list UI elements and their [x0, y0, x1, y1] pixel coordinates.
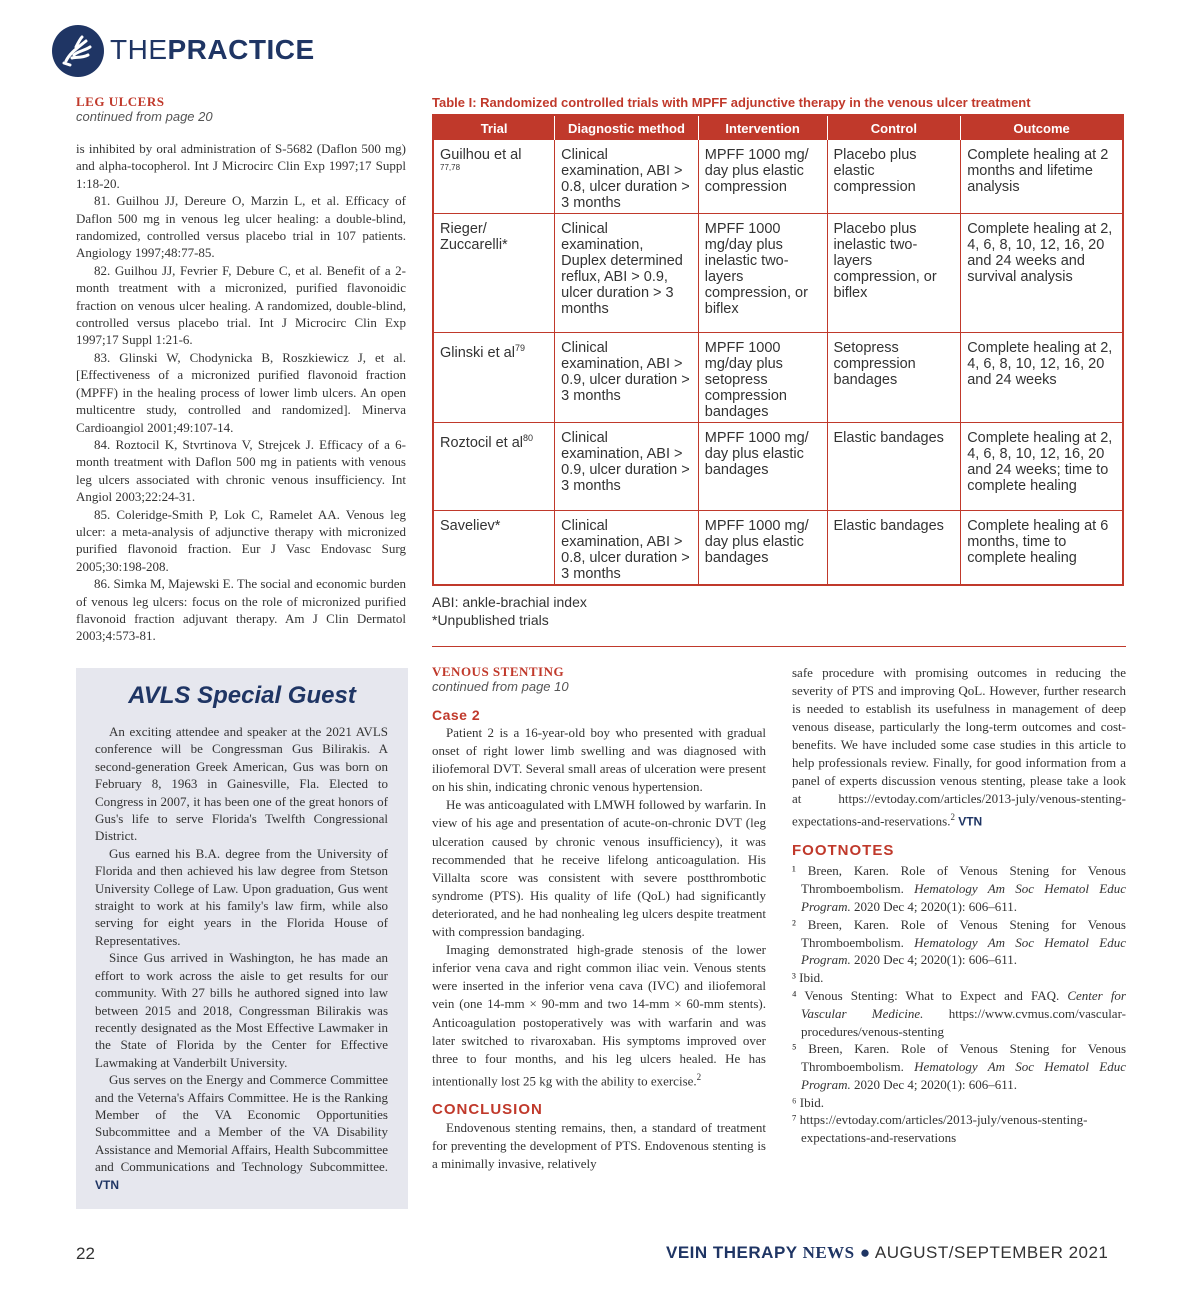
footnote-number: ⁴ — [792, 987, 797, 1003]
trial-citation: 80 — [523, 433, 534, 443]
conclusion-heading: CONCLUSION — [432, 1101, 543, 1119]
cell-control: Placebo plus inelastic two-layers compression, or biflex — [827, 214, 961, 333]
cell-outcome: Complete healing at 2, 4, 6, 8, 10, 12, 16, 20 and 24 weeks — [961, 333, 1123, 423]
cell-outcome: Complete healing at 2, 4, 6, 8, 10, 12, 16, 20 and 24 weeks; time to complete healing — [961, 423, 1123, 511]
venous-stenting-column — [432, 664, 766, 1173]
table-note-abi: ABI: ankle-brachial index — [432, 594, 587, 610]
table-header-row — [433, 115, 1123, 140]
header-diagnostic: Diagnostic method — [555, 115, 699, 140]
footnote-text: Ibid. — [799, 1094, 824, 1110]
vtn-end-mark: VTN — [95, 1177, 119, 1192]
citation-sup: 2 — [950, 812, 955, 822]
footnote-item — [792, 987, 1126, 1040]
footnote-text: 2020 Dec 4; 2020(1): 606–611. — [850, 898, 1018, 914]
table-row — [433, 333, 1123, 423]
footnote-text: https://www.cvmus.com/vascular-procedures/venous-stenting — [801, 1005, 1126, 1039]
leaf-hand-icon — [52, 25, 104, 77]
footer-vein-therapy: VEIN THERAPY — [666, 1243, 803, 1262]
venous-stenting-label: VENOUS STENTING — [432, 664, 565, 679]
leg-ulcers-label: LEG ULCERS — [76, 94, 165, 109]
reference-item: 86. Simka M, Majewski E. The social and economic burden of venous leg ulcers: focus on the role of micronized purified flavonoid fraction adjuvant therapy. Am J Clin Dermatol 2003;4:573-81. — [76, 576, 406, 644]
cell-diagnostic: Clinical examination, Duplex determined reflux, ABI > 0.9, ulcer duration > 3 months — [555, 214, 699, 333]
footnote-journal: Hematology Am Soc Hematol Educ Program. — [801, 1059, 1126, 1092]
cell-control: Setopress compression bandages — [827, 333, 961, 423]
footnote-text: Breen, Karen. Role of Venous Stening for Venous Thromboembolism. — [801, 1041, 1126, 1075]
brand-practice: PRACTICE — [167, 34, 315, 65]
reference-item: 82. Guilhou JJ, Fevrier F, Debure C, et al. Benefit of a 2-month treatment with a micronized, purified flavonoidic fraction on venous ulcer healing. A randomized, double-blind, controlled versus placebo trial. Int J Microcirc Clin Exp 1997;17 Suppl 1:21-6. — [76, 262, 406, 348]
footnote-item — [792, 916, 1126, 969]
brand-the: THE — [110, 34, 168, 65]
logo-badge — [52, 25, 104, 77]
section-divider — [432, 646, 1126, 647]
footnote-journal: Center for Vascular Medicine. — [801, 987, 1126, 1021]
cell-intervention: MPFF 1000 mg/ day plus elastic compression — [698, 140, 827, 214]
table-title: Table I: Randomized controlled trials with MPFF adjunctive therapy in the venous ulcer treatment — [432, 95, 1031, 110]
footnote-text: Ibid. — [799, 970, 824, 986]
guest-paragraph: An exciting attendee and speaker at the 2021 AVLS conference will be Congressman Gus Bilirakis. A second-generation Greek American, Gus was born on February 8, 1963 in Gainesville, Fla. Elected to Congress in 2007, it has been one of the great honors of Gus's life to serve Florida's Twelfth Congressional District. — [95, 724, 388, 844]
guest-paragraph: Gus earned his B.A. degree from the University of Florida and then achieved his law degree from Stetson University College of Law. Upon graduation, Gus went straight to work at his family's law firm, while also serving for eight years in the Florida House of Representatives. — [95, 845, 388, 948]
cell-trial — [433, 140, 555, 214]
references-list — [76, 140, 406, 645]
footnote-number: ⁵ — [792, 1041, 797, 1057]
cell-trial — [433, 423, 555, 511]
body-paragraph — [792, 664, 1126, 830]
body-paragraph: Patient 2 is a 16-year-old boy who presented with gradual onset of right lower limb swelling and was diagnosed with iliofemoral DVT. Several small areas of ulceration were present on his shin, indicating chronic venous hypertension. — [432, 725, 766, 795]
footnotes-heading: FOOTNOTES — [792, 842, 895, 860]
footnote-text: 2020 Dec 4; 2020(1): 606–611. — [850, 1076, 1018, 1092]
cell-intervention: MPFF 1000 mg/day plus inelastic two-layers compression, or biflex — [698, 214, 827, 333]
footer-date: AUGUST/SEPTEMBER 2021 — [874, 1243, 1109, 1262]
body-paragraph — [432, 941, 766, 1090]
cell-control: Elastic bandages — [827, 423, 961, 511]
cell-diagnostic: Clinical examination, ABI > 0.9, ulcer duration > 3 months — [555, 423, 699, 511]
reference-item: 84. Roztocil K, Stvrtinova V, Strejcek J. Efficacy of a 6-month treatment with Daflon 500 mg in patients with venous leg ulcers associated with chronic venous insufficiency. Int Angiol 2003;22:24-31. — [76, 436, 406, 505]
cell-diagnostic: Clinical examination, ABI > 0.9, ulcer duration > 3 months — [555, 333, 699, 423]
footnote-number: ³ — [792, 970, 796, 986]
trial-name: Roztocil et al — [440, 434, 524, 451]
cell-intervention: MPFF 1000 mg/ day plus elastic bandages — [698, 511, 827, 586]
body-paragraph: He was anticoagulated with LMWH followed by warfarin. In view of his age and presentation of acute-on-chronic DVT (leg ulceration caused by chronic venous insufficiency), it was recommended that he receive lifelong anticoagulation. His Villalta score was consistent with severe postthrombotic syndrome (PTS). His quality of life (QoL) had significantly deteriorated, and he had nonhealing leg ulcers despite treatment with compression bandaging. — [432, 797, 766, 940]
footnote-number: ² — [792, 916, 796, 932]
header-control: Control — [827, 115, 961, 140]
cell-outcome: Complete healing at 6 months, time to complete healing — [967, 518, 1109, 566]
cell-diagnostic: Clinical examination, ABI > 0.8, ulcer duration > 3 months — [555, 140, 699, 214]
venous-stenting-continued: continued from page 10 — [432, 679, 569, 694]
footnote-item — [792, 862, 1126, 915]
reference-item: 81. Guilhou JJ, Dereure O, Marzin L, et al. Efficacy of Daflon 500 mg in venous leg ulcer healing: a double-blind, randomized, controlled versus placebo trial in 107 patients. Angiology 1997;48:77-85. — [76, 193, 406, 261]
header-trial: Trial — [433, 115, 555, 140]
cell-outcome: Complete healing at 2 months and lifetime analysis — [961, 140, 1123, 214]
reference-item: 83. Glinski W, Chodynicka B, Roszkiewicz J, et al. [Effectiveness of a micronized purified flavonoid fraction (MPFF) in the healing process of lower limb ulcers. An open multicentre study, controlled and randomized]. Minerva Cardioangiol 2001;49:107-14. — [76, 349, 406, 435]
footnote-number: ¹ — [792, 863, 796, 879]
guest-paragraph — [95, 1071, 388, 1194]
section-brand — [110, 34, 315, 66]
footnote-journal: Hematology Am Soc Hematol Educ Program. — [801, 934, 1126, 968]
trials-table — [432, 114, 1124, 586]
header-intervention: Intervention — [698, 115, 827, 140]
case-2-heading: Case 2 — [432, 707, 481, 723]
trial-name: Glinski et al — [440, 344, 515, 361]
guest-body — [95, 723, 388, 1194]
footer-news: NEWS — [802, 1243, 855, 1262]
footer-bullet: ● — [854, 1243, 875, 1262]
reference-item: 85. Coleridge-Smith P, Lok C, Ramelet AA. Venous leg ulcer: a meta-analysis of adjunctive therapy with micronized purified flavonoid fraction. Eur J Vasc Endovasc Surg 2005;30:198-208. — [76, 506, 406, 574]
body-paragraph-text: Imaging demonstrated high-grade stenosis of the lower inferior vena cava and right common iliac vein. Venous stents were inserted in the inferior vena cava (IVC) and iliofemoral vein (one 14-mm × 90-mm and two 14-mm × 60-mm stents). Anticoagulation postoperatively was with warfarin and was later switched to rivaroxaban. His symptoms improved over three to four months, and his leg ulcers healed. He has intentionally lost 25 kg with the ability to exercise. — [432, 942, 766, 1089]
footnote-text: Breen, Karen. Role of Venous Stening for Venous Thromboembolism. — [801, 863, 1126, 897]
special-guest-box — [76, 668, 408, 1209]
body-paragraph-text: safe procedure with promising outcomes in reducing the severity of PTS and improving QoL. However, further research is needed to establish its usefulness in management of deep venous disease, particularly the long-term outcomes and cost-benefits. We have included some case studies in this article to help professionals review. Finally, for good information from a panel of experts discussion venous stenting, please take a look at https://evtoday.com/articles/2013-july/venous-stenting-expectations-and-reservations. — [792, 665, 1126, 829]
cell-intervention: MPFF 1000 mg/ day plus elastic bandages — [698, 423, 827, 511]
footnote-text: 2020 Dec 4; 2020(1): 606–611. — [850, 952, 1018, 968]
footnote-journal: Hematology Am Soc Hematol Educ Program. — [801, 881, 1126, 914]
footnote-item — [792, 969, 1126, 987]
reference-item: is inhibited by oral administration of S-5682 (Daflon 500 mg) and alpha-tocopherol. Int J Microcirc Clin Exp 1997;17 Suppl 1:18-20. — [76, 141, 406, 191]
footnote-link: https://evtoday.com/articles/2013-july/venous-stenting-expectations-and-reservations — [799, 1112, 1088, 1146]
footnote-item — [792, 1111, 1126, 1147]
cell-outcome: Complete healing at 2, 4, 6, 8, 10, 12, 16, 20 and 24 weeks and survival analysis — [961, 214, 1123, 333]
footnote-item — [792, 1040, 1126, 1093]
guest-paragraph: Since Gus arrived in Washington, he has made an effort to work across the aisle to get results for our community. With 27 bills he authored signed into law between 2015 and 2018, Congressman Bilirakis was recently designated as the Most Effective Lawmaker in the State of Florida by the Center for Effective Lawmaking at Vanderbilt University. — [95, 950, 388, 1070]
footnote-number: ⁷ — [792, 1112, 797, 1128]
leg-ulcers-continued: continued from page 20 — [76, 109, 213, 124]
trial-citation: 77,78 — [440, 163, 461, 172]
cell-control: Placebo plus elastic compression — [827, 140, 961, 214]
footnote-item — [792, 1094, 1126, 1112]
cell-trial — [433, 333, 555, 423]
table-row — [433, 140, 1123, 214]
footnote-text: Breen, Karen. Role of Venous Stening for Venous Thromboembolism. — [801, 916, 1126, 950]
trial-citation: 79 — [514, 343, 525, 353]
citation-sup: 2 — [696, 1071, 702, 1082]
cell-trial: Saveliev* — [433, 511, 555, 586]
publication-footer — [666, 1243, 1108, 1263]
table-notes — [432, 593, 587, 629]
footnote-number: ⁶ — [792, 1094, 797, 1110]
right-column — [792, 664, 1126, 1147]
trial-name: Guilhou et al — [440, 147, 522, 163]
page-number: 22 — [76, 1244, 95, 1263]
table-row — [433, 511, 1123, 586]
header-outcome: Outcome — [961, 115, 1123, 140]
table-note-unpublished: *Unpublished trials — [432, 612, 549, 628]
table-row — [433, 214, 1123, 333]
vtn-end-mark: VTN — [958, 814, 983, 829]
cell-control: Elastic bandages — [827, 511, 961, 586]
guest-paragraph-text: Gus serves on the Energy and Commerce Committee and the Veterna's Affairs Committee. He is the Ranking Member of the VA Economic Opportunities Subcommittee and a Member of the VA Disability Assistance and Memorial Affairs, Health Subcommittee and Communications and Technology Subcommittee. — [95, 1072, 388, 1175]
body-paragraph: Endovenous stenting remains, then, a standard of treatment for preventing the development of PTS. Endovenous stenting is a minimally invasive, relatively — [432, 1120, 766, 1172]
cell-diagnostic: Clinical examination, ABI > 0.8, ulcer duration > 3 months — [555, 511, 699, 586]
guest-title: AVLS Special Guest — [128, 682, 356, 709]
table-row — [433, 423, 1123, 511]
footnote-text: Venous Stenting: What to Expect and FAQ. — [804, 987, 1068, 1003]
cell-trial: Rieger/ Zuccarelli* — [433, 214, 555, 333]
cell-intervention: MPFF 1000 mg/day plus setopress compression bandages — [698, 333, 827, 423]
